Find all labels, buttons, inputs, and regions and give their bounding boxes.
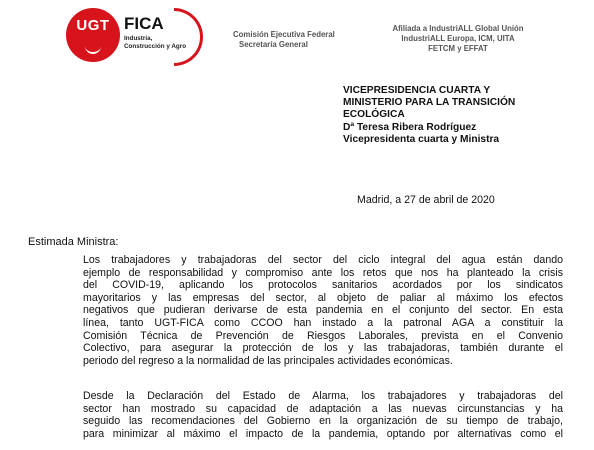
- text-line: Desde la Declaración del Estado de Alarma, los trabajadores y trabajadoras del: [83, 390, 563, 402]
- affiliation-line: Afiliada a IndustriALL Global Unión: [392, 24, 524, 33]
- recipient-line: VICEPRESIDENCIA CUARTA Y: [343, 85, 491, 96]
- logo-text: UGT: [76, 17, 110, 34]
- recipient-line: Dª Teresa Ribera Rodríguez: [343, 121, 477, 133]
- text-line: Colectivo, para asegurar la protección de los y las trabajadoras, también durante el: [83, 342, 563, 355]
- recipient-line: MINISTERIO PARA LA TRANSICIÓN: [343, 97, 516, 109]
- letter-date: Madrid, a 27 de abril de 2020: [357, 194, 495, 206]
- recipient-address: [343, 85, 515, 146]
- text-line: periodo del regreso a la normalidad de las principales actividades económicas.: [83, 354, 453, 367]
- salutation: Estimada Ministra:: [28, 236, 119, 248]
- ugt-logo: [66, 8, 120, 62]
- org-subtitle-line: Industria,: [124, 35, 153, 42]
- text-line: ejemplo de responsabilidad y compromiso ante los retos que nos ha planteado la crisis: [83, 266, 563, 279]
- org-name: FICA: [124, 14, 164, 33]
- body-paragraph-2: [83, 390, 563, 440]
- affiliation-line: IndustriALL Europa, ICM, UITA: [401, 34, 515, 43]
- text-line: sector han mostrado su capacidad de adaptación a las nuevas circunstancias y ha: [83, 402, 563, 415]
- commission-line: Secretaría General: [239, 40, 308, 49]
- text-line: seguido las recomendaciones del Gobierno en la organización de su tiempo de trabajo,: [83, 415, 563, 428]
- letterhead: [0, 0, 594, 70]
- text-line: Los trabajadores y trabajadoras del sector del ciclo integral del agua están dando: [83, 254, 563, 266]
- recipient-line: Vicepresidenta cuarta y Ministra: [343, 133, 500, 145]
- text-line: línea, tanto UGT-FICA como CCOO han instado a la patronal AGA a constituir la: [83, 316, 563, 329]
- recipient-line: ECOLÓGICA: [343, 109, 405, 121]
- commission-line: Comisión Ejecutiva Federal: [233, 30, 335, 39]
- affiliation-line: FETCM y EFFAT: [428, 44, 488, 53]
- commission-info: [233, 30, 335, 50]
- text-line: negativos que pudieran derivarse de esta pandemia en el conjunto del sector. En esta: [83, 304, 563, 317]
- org-subtitle-line: Construcción y Agro: [124, 42, 187, 50]
- body-paragraph-1: [83, 254, 563, 367]
- text-line: mayoritarios y las empresas del sector, al objeto de paliar al máximo los efectos: [83, 291, 563, 304]
- text-line: del COVID-19, aplicando los protocolos sanitarios acordados por los sindicatos: [83, 279, 563, 292]
- affiliation-info: [372, 24, 544, 54]
- text-line: Comisión Técnica de Prevención de Riesgos Laborales, prevista en el Convenio: [83, 329, 563, 342]
- text-line: para minimizar al máximo el impacto de la pandemia, optando por alternativas como el: [83, 427, 563, 440]
